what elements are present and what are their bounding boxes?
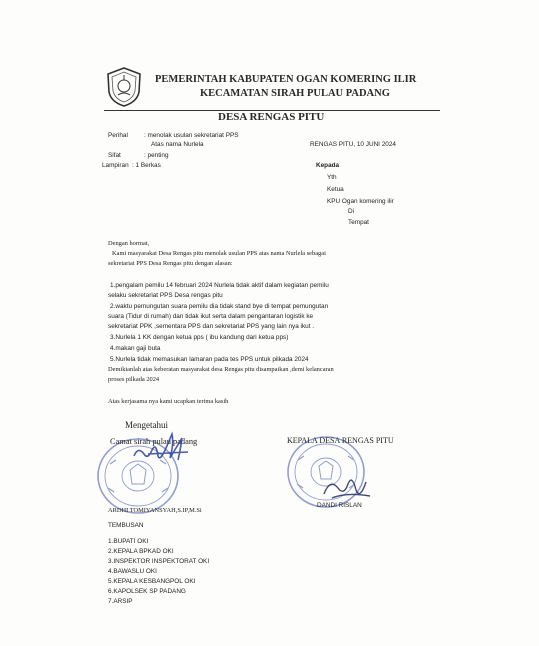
perihal-label: Perihal [108,132,128,139]
di-label: Di [348,208,355,215]
greeting: Dengan hormat, [108,240,150,247]
closing-line-1: Demikianlah atas keberatan masyarakat desa Rengas pitu disampaikan ,demi kelancaran [108,366,334,373]
intro-line-2: sekretariat PPS Desa Rengas pitu dengan alasan: [108,260,233,267]
point-line: 3.Nurlela 1 KK dengan ketua pps ( ibu kandung dari ketua pps) [110,334,289,341]
regency-emblem-icon [104,66,144,108]
point-line: 5.Nurlela tidak memasukan lamaran pada tes PPS untuk pilkada 2024 [110,356,309,363]
list-item: 1.BUPATI OKI [108,538,149,545]
lampiran-label: Lampiran [102,162,129,169]
perihal-value: : menolak usulan sekretariat PPS [144,132,239,139]
point-line: sekretariat PPK ,sementara PPS dan sekretariat PPS yang lain nya ikut . [108,323,315,330]
village-title: DESA RENGAS PITU [218,111,325,123]
intro-line-1: Kami masyarakat Desa Rengas pitu menolak usulan PPS atas nama Nurlela sebagai [112,250,326,257]
list-item: 3.INSPEKTOR INSPEKTORAT OKI [108,558,210,565]
camat-name: ARDHI TOMIYANSYAH,S.IP,M.Si [108,507,202,514]
ketua-label: Ketua [327,186,344,193]
point-line: suara (Tidur di rumah) dan tidak ikut serta dalam pengantaran logistik ke [108,313,314,320]
yth-label: Yth [327,174,337,181]
point-line: 4.makan gaji buta [110,345,161,352]
list-item: 2.KEPALA BPKAD OKI [108,548,174,555]
sifat-label: Sifat [108,152,121,159]
mengetahui-label: Mengetahui [125,420,168,430]
tempat-label: Tempat [348,219,369,226]
tembusan-title: TEMBUSAN [108,522,144,529]
place-date: RENGAS PITU, 10 JUNI 2024 [310,141,396,148]
header-line-2: KECAMATAN SIRAH PULAU PADANG [200,88,390,99]
kades-title: KEPALA DESA RENGAS PITU [287,436,394,445]
kades-name: DANDI RISLAN [317,502,362,509]
list-item: 5.KEPALA KESBANGPOL OKI [108,578,196,585]
lampiran-value: : 1 Berkas [132,162,161,169]
point-line: selaku sekretariat PPS Desa rengas pitu [108,292,223,299]
perihal-value-2: Atas nama Nurlela [151,141,204,148]
closing-line-2: proses pilkada 2024 [108,376,160,383]
thanks-line: Atas kerjasama nya kami ucapkan terima kasih [108,398,229,405]
recipient-org: KPU Ogan komering ilir [327,198,394,205]
list-item: 4.BAWASLU OKI [108,568,157,575]
list-item: 6.KAPOLSEK SP PADANG [108,588,186,595]
camat-title: Camat sirah pulau padang [110,437,198,446]
kades-signature-icon [318,470,378,504]
list-item: 7.ARSIP [108,598,133,605]
header-line-1: PEMERINTAH KABUPATEN OGAN KOMERING ILIR [155,74,417,85]
camat-signature-icon [128,430,198,466]
kepada-label: Kepada [316,162,340,169]
sifat-value: : penting [144,152,169,159]
point-line: 2.waktu pemungutan suara pemilu dia tidak stand bye di tempat pemungutan [110,303,329,310]
tembusan-list [108,538,209,608]
point-line: 1.pengalam pemilu 14 februari 2024 Nurlela tidak aktif dalam kegiatan pemilu [110,282,329,289]
